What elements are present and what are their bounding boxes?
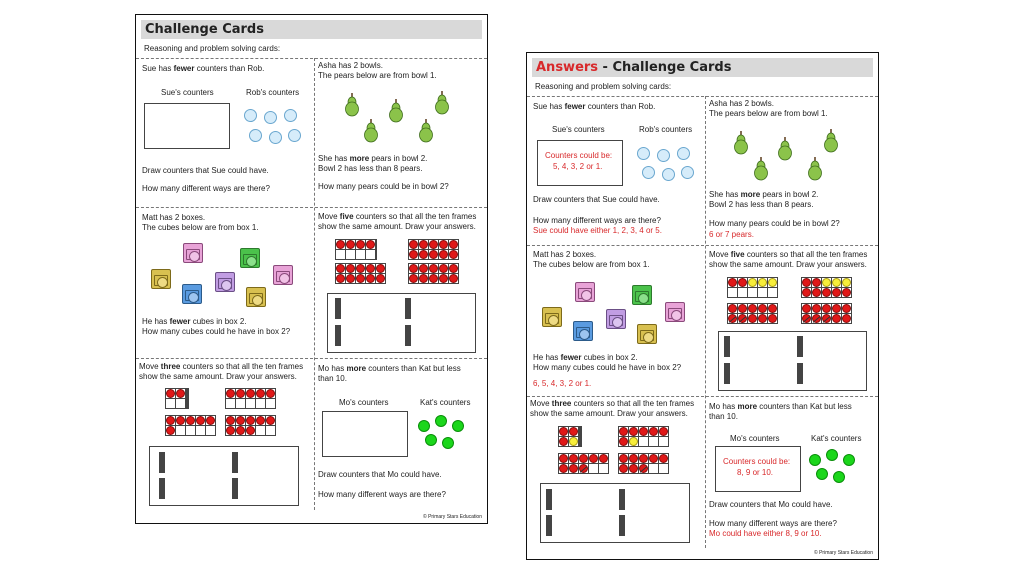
cube-icon: [606, 309, 626, 329]
kat-counter: [418, 420, 430, 432]
counter-dot: [409, 250, 418, 259]
counter-dot: [336, 240, 345, 249]
card3-question: How many cubes could he have in box 2?: [142, 327, 291, 336]
cube-icon: [246, 287, 266, 307]
mo-label: Mo's counters: [339, 398, 389, 407]
counter-dot: [639, 454, 648, 463]
counter-dot: [419, 274, 428, 283]
card4-line1: Move five counters so that all the ten frames: [709, 250, 868, 259]
rob-counter: [288, 129, 301, 142]
counter-dot: [366, 274, 375, 283]
card3-line1: Matt has 2 boxes.: [142, 213, 206, 222]
answer-box-text: 8, 9 or 10.: [737, 468, 774, 477]
cube-icon: [151, 269, 171, 289]
answers-title-word: Answers: [536, 60, 599, 75]
card4-line2: show the same amount. Draw your answers.: [709, 260, 867, 269]
counter-dot: [738, 304, 747, 313]
counter-dot: [738, 314, 747, 323]
card6-answer: Mo could have either 8, 9 or 10.: [709, 529, 822, 538]
card1-intro: Sue has fewer counters than Rob.: [142, 64, 265, 73]
pear-icon: [823, 127, 839, 153]
card2-answer: 6 or 7 pears.: [709, 230, 754, 239]
pear-icon: [344, 91, 360, 117]
counter-dot: [419, 240, 428, 249]
rob-counter: [249, 129, 262, 142]
answer-box[interactable]: [540, 483, 690, 543]
counter-dot: [176, 389, 185, 398]
counter-dot: [356, 264, 365, 273]
counter-dot: [599, 454, 608, 463]
counter-dot: [832, 278, 841, 287]
sheet-header: [532, 58, 873, 77]
cube-icon: [573, 321, 593, 341]
card6-line2: than 10.: [709, 412, 738, 421]
rob-counter: [677, 147, 690, 160]
card2-line4: Bowl 2 has less than 8 pears.: [709, 200, 814, 209]
pear-icon: [753, 155, 769, 181]
counter-dot: [166, 416, 175, 425]
kat-counter: [442, 437, 454, 449]
counter-dot: [419, 250, 428, 259]
card2-line1: Asha has 2 bowls.: [318, 61, 383, 70]
card6-question1: Draw counters that Mo could have.: [709, 500, 833, 509]
counter-dot: [559, 454, 568, 463]
sheet-subtitle: Reasoning and problem solving cards:: [535, 82, 672, 91]
card5-line2: show the same amount. Draw your answers.: [139, 372, 297, 381]
counter-dot: [336, 264, 345, 273]
challenge-sheet: [135, 14, 488, 524]
counter-dot: [748, 314, 757, 323]
counter-dot: [629, 454, 638, 463]
rob-label: Rob's counters: [639, 125, 693, 134]
counter-dot: [812, 304, 821, 313]
kat-counter: [435, 415, 447, 427]
counter-dot: [748, 304, 757, 313]
card3-line2: The cubes below are from box 1.: [142, 223, 259, 232]
kat-counter: [452, 420, 464, 432]
counter-dot: [768, 278, 777, 287]
counter-dot: [559, 464, 568, 473]
counter-dot: [409, 240, 418, 249]
card3-line3: He has fewer cubes in box 2.: [142, 317, 247, 326]
counter-dot: [649, 427, 658, 436]
card6-line1: Mo has more counters than Kat but less: [318, 364, 461, 373]
rob-counter: [642, 166, 655, 179]
counter-dot: [812, 278, 821, 287]
counter-dot: [842, 314, 851, 323]
counter-dot: [236, 426, 245, 435]
counter-dot: [449, 250, 458, 259]
counter-dot: [366, 264, 375, 273]
rob-counter: [681, 166, 694, 179]
rob-counter: [264, 111, 277, 124]
counter-dot: [236, 416, 245, 425]
counter-dot: [449, 264, 458, 273]
counter-dot: [619, 427, 628, 436]
counter-dot: [619, 454, 628, 463]
counter-dot: [629, 427, 638, 436]
kat-counter: [809, 454, 821, 466]
counter-dot: [589, 454, 598, 463]
counter-dot: [439, 240, 448, 249]
answer-box[interactable]: [718, 331, 867, 391]
cube-icon: [240, 248, 260, 268]
counter-dot: [758, 278, 767, 287]
pear-icon: [733, 129, 749, 155]
counter-dot: [346, 274, 355, 283]
counter-dot: [376, 274, 385, 283]
counter-dot: [256, 416, 265, 425]
counter-dot: [346, 240, 355, 249]
counter-dot: [186, 416, 195, 425]
mo-label: Mo's counters: [730, 434, 780, 443]
pear-icon: [777, 135, 793, 161]
pear-icon: [363, 117, 379, 143]
counter-dot: [822, 314, 831, 323]
counter-dot: [659, 454, 668, 463]
sue-counters-box[interactable]: [144, 103, 230, 149]
rob-counter: [284, 109, 297, 122]
pear-icon: [388, 97, 404, 123]
card6-line2: than 10.: [318, 374, 347, 383]
card2-question: How many pears could be in bowl 2?: [318, 182, 449, 191]
rob-counter: [662, 168, 675, 181]
card3-line2: The cubes below are from box 1.: [533, 260, 650, 269]
kat-counter: [843, 454, 855, 466]
sue-label: Sue's counters: [552, 125, 605, 134]
mo-counters-box[interactable]: [322, 411, 408, 457]
counter-dot: [758, 304, 767, 313]
counter-dot: [832, 288, 841, 297]
counter-dot: [649, 454, 658, 463]
cube-icon: [665, 302, 685, 322]
counter-dot: [802, 278, 811, 287]
counter-dot: [802, 304, 811, 313]
kat-counter: [833, 471, 845, 483]
counter-dot: [832, 314, 841, 323]
rob-counter: [269, 131, 282, 144]
card3-answer: 6, 5, 4, 3, 2 or 1.: [533, 379, 592, 388]
card4-line1: Move five counters so that all the ten frames: [318, 212, 477, 221]
footer-credit: © Primary Stars Education: [423, 514, 482, 520]
rob-counter: [637, 147, 650, 160]
card6-question1: Draw counters that Mo could have.: [318, 470, 442, 479]
pear-icon: [418, 117, 434, 143]
card5-line2: show the same amount. Draw your answers.: [530, 409, 688, 418]
counter-dot: [366, 240, 375, 249]
counter-dot: [256, 389, 265, 398]
counter-dot: [579, 464, 588, 473]
card2-line2: The pears below are from bowl 1.: [318, 71, 437, 80]
counter-dot: [802, 288, 811, 297]
card1-question2: How many different ways are there?: [142, 184, 270, 193]
counter-dot: [246, 426, 255, 435]
counter-dot: [812, 288, 821, 297]
kat-counter: [425, 434, 437, 446]
answer-box-text: Counters could be:: [723, 457, 791, 466]
footer-credit: © Primary Stars Education: [814, 550, 873, 556]
counter-dot: [822, 278, 831, 287]
counter-dot: [768, 304, 777, 313]
sheet-header: [141, 20, 482, 39]
counter-dot: [439, 264, 448, 273]
counter-dot: [176, 416, 185, 425]
counter-dot: [166, 389, 175, 398]
card5-line1: Move three counters so that all the ten frames: [139, 362, 304, 371]
counter-dot: [842, 288, 851, 297]
counter-dot: [346, 264, 355, 273]
counter-dot: [768, 314, 777, 323]
card6-question2: How many different ways are there?: [709, 519, 837, 528]
counter-dot: [832, 304, 841, 313]
counter-dot: [336, 274, 345, 283]
counter-dot: [629, 464, 638, 473]
counter-dot: [639, 427, 648, 436]
pear-icon: [807, 155, 823, 181]
counter-dot: [802, 314, 811, 323]
rob-counter: [244, 109, 257, 122]
answer-box-text: Counters could be:: [545, 151, 613, 160]
counter-dot: [728, 278, 737, 287]
card6-line1: Mo has more counters than Kat but less: [709, 402, 852, 411]
counter-dot: [559, 427, 568, 436]
counter-dot: [449, 240, 458, 249]
card1-question2: How many different ways are there?: [533, 216, 661, 225]
sheet-title: Challenge Cards: [145, 22, 264, 37]
kat-counter: [816, 468, 828, 480]
cube-icon: [542, 307, 562, 327]
card2-line3: She has more pears in bowl 2.: [318, 154, 428, 163]
card2-line2: The pears below are from bowl 1.: [709, 109, 828, 118]
card1-question1: Draw counters that Sue could have.: [142, 166, 269, 175]
counter-dot: [569, 454, 578, 463]
card4-line2: show the same amount. Draw your answers.: [318, 222, 476, 231]
kat-counter: [826, 449, 838, 461]
counter-dot: [842, 304, 851, 313]
counter-dot: [409, 264, 418, 273]
cube-icon: [575, 282, 595, 302]
counter-dot: [226, 389, 235, 398]
counter-dot: [266, 389, 275, 398]
counter-dot: [439, 274, 448, 283]
counter-dot: [659, 427, 668, 436]
counter-dot: [812, 314, 821, 323]
cube-icon: [637, 324, 657, 344]
sheet-title: - Challenge Cards: [598, 60, 732, 75]
counter-dot: [166, 426, 175, 435]
counter-dot: [429, 240, 438, 249]
answers-sheet: [526, 52, 879, 560]
card2-line1: Asha has 2 bowls.: [709, 99, 774, 108]
counter-dot: [728, 314, 737, 323]
counter-dot: [629, 437, 638, 446]
counter-dot: [728, 304, 737, 313]
counter-dot: [409, 274, 418, 283]
counter-dot: [356, 274, 365, 283]
card3-line1: Matt has 2 boxes.: [533, 250, 597, 259]
counter-dot: [822, 304, 831, 313]
card1-answer: Sue could have either 1, 2, 3, 4 or 5.: [533, 226, 662, 235]
counter-dot: [619, 464, 628, 473]
counter-dot: [226, 416, 235, 425]
counter-dot: [206, 416, 215, 425]
rob-label: Rob's counters: [246, 88, 300, 97]
counter-dot: [822, 288, 831, 297]
card1-question1: Draw counters that Sue could have.: [533, 195, 660, 204]
counter-dot: [246, 416, 255, 425]
counter-dot: [639, 464, 648, 473]
card2-question: How many pears could be in bowl 2?: [709, 219, 840, 228]
counter-dot: [842, 278, 851, 287]
cube-icon: [273, 265, 293, 285]
counter-dot: [196, 416, 205, 425]
counter-dot: [376, 264, 385, 273]
counter-dot: [429, 264, 438, 273]
card2-line3: She has more pears in bowl 2.: [709, 190, 819, 199]
card2-line4: Bowl 2 has less than 8 pears.: [318, 164, 423, 173]
counter-dot: [236, 389, 245, 398]
answer-box[interactable]: [149, 446, 299, 506]
counter-dot: [226, 426, 235, 435]
cube-icon: [183, 243, 203, 263]
cube-icon: [215, 272, 235, 292]
cube-icon: [632, 285, 652, 305]
card5-line1: Move three counters so that all the ten frames: [530, 399, 695, 408]
cube-icon: [182, 284, 202, 304]
counter-dot: [449, 274, 458, 283]
counter-dot: [429, 250, 438, 259]
answer-box[interactable]: [327, 293, 476, 353]
card6-question2: How many different ways are there?: [318, 490, 446, 499]
counter-dot: [419, 264, 428, 273]
counter-dot: [246, 389, 255, 398]
pear-icon: [434, 89, 450, 115]
counter-dot: [569, 464, 578, 473]
counter-dot: [738, 278, 747, 287]
counter-dot: [356, 240, 365, 249]
counter-dot: [559, 437, 568, 446]
counter-dot: [579, 454, 588, 463]
rob-counter: [657, 149, 670, 162]
counter-dot: [748, 278, 757, 287]
card1-intro: Sue has fewer counters than Rob.: [533, 102, 656, 111]
sheet-subtitle: Reasoning and problem solving cards:: [144, 44, 281, 53]
counter-dot: [569, 437, 578, 446]
counter-dot: [758, 314, 767, 323]
counter-dot: [569, 427, 578, 436]
counter-dot: [429, 274, 438, 283]
kat-label: Kat's counters: [811, 434, 862, 443]
card3-question: How many cubes could he have in box 2?: [533, 363, 682, 372]
answer-box-text: 5, 4, 3, 2 or 1.: [553, 162, 603, 171]
sue-label: Sue's counters: [161, 88, 214, 97]
card3-line3: He has fewer cubes in box 2.: [533, 353, 638, 362]
kat-label: Kat's counters: [420, 398, 471, 407]
counter-dot: [619, 437, 628, 446]
counter-dot: [439, 250, 448, 259]
counter-dot: [266, 416, 275, 425]
